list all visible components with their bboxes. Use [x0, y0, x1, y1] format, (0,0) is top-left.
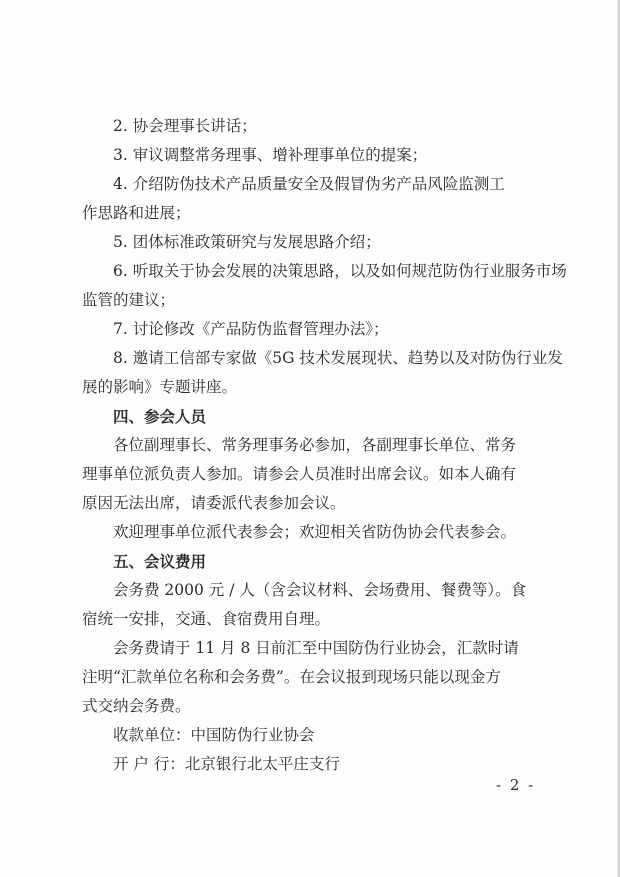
- agenda-item-8: 8. 邀请工信部专家做《5G 技术发展现状、趋势以及对防伪行业发: [113, 349, 563, 367]
- section-4-para1-line1: 各位副理事长、常务理事务必参加，各副理事长单位、常务: [113, 436, 517, 454]
- agenda-item-2: 2. 协会理事长讲话；: [113, 117, 257, 135]
- payee-line: 收款单位：中国防伪行业协会: [113, 726, 315, 744]
- agenda-item-4: 4. 介绍防伪技术产品质量安全及假冒伪劣产品风险监测工: [113, 175, 505, 193]
- agenda-item-8-cont: 展的影响》专题讲座。: [82, 378, 238, 396]
- agenda-item-5: 5. 团体标准政策研究与发展思路介绍；: [113, 233, 381, 251]
- section-4-para1-line2: 理事单位派负责人参加。请参会人员准时出席会议。如本人确有: [82, 465, 517, 483]
- agenda-item-3: 3. 审议调整常务理事、增补理事单位的提案；: [113, 146, 428, 164]
- agenda-item-7: 7. 讨论修改《产品防伪监督管理办法》；: [113, 320, 389, 338]
- section-5-heading: 五、会议费用: [113, 552, 207, 571]
- agenda-item-6-cont: 监管的建议；: [82, 291, 176, 309]
- bank-line: 开 户 行：北京银行北太平庄支行: [113, 755, 340, 773]
- section-5-para2-line2: 注明“汇款单位名称和会务费”。在会议报到现场只能以现金方: [82, 668, 501, 686]
- agenda-item-6: 6. 听取关于协会发展的决策思路，以及如何规范防伪行业服务市场: [113, 262, 567, 280]
- section-5-para1-line2: 宿统一安排，交通、食宿费用自理。: [82, 610, 331, 628]
- section-4-para1-line3: 原因无法出席，请委派代表参加会议。: [82, 494, 346, 512]
- section-5-para1-line1: 会务费 2000 元 / 人（含会议材料、会场费用、餐费等）。食: [113, 581, 527, 599]
- agenda-item-4-cont: 作思路和进展；: [82, 204, 191, 222]
- page-number: - 2 -: [496, 776, 536, 794]
- section-4-para2: 欢迎理事单位派代表参会；欢迎相关省防伪协会代表参会。: [113, 523, 517, 541]
- section-5-para2-line1: 会务费请于 11 月 8 日前汇至中国防伪行业协会，汇款时请: [113, 639, 519, 657]
- document-body: [82, 112, 567, 779]
- section-4-heading: 四、参会人员: [113, 407, 207, 426]
- section-5-para2-line3: 式交纳会务费。: [82, 697, 191, 715]
